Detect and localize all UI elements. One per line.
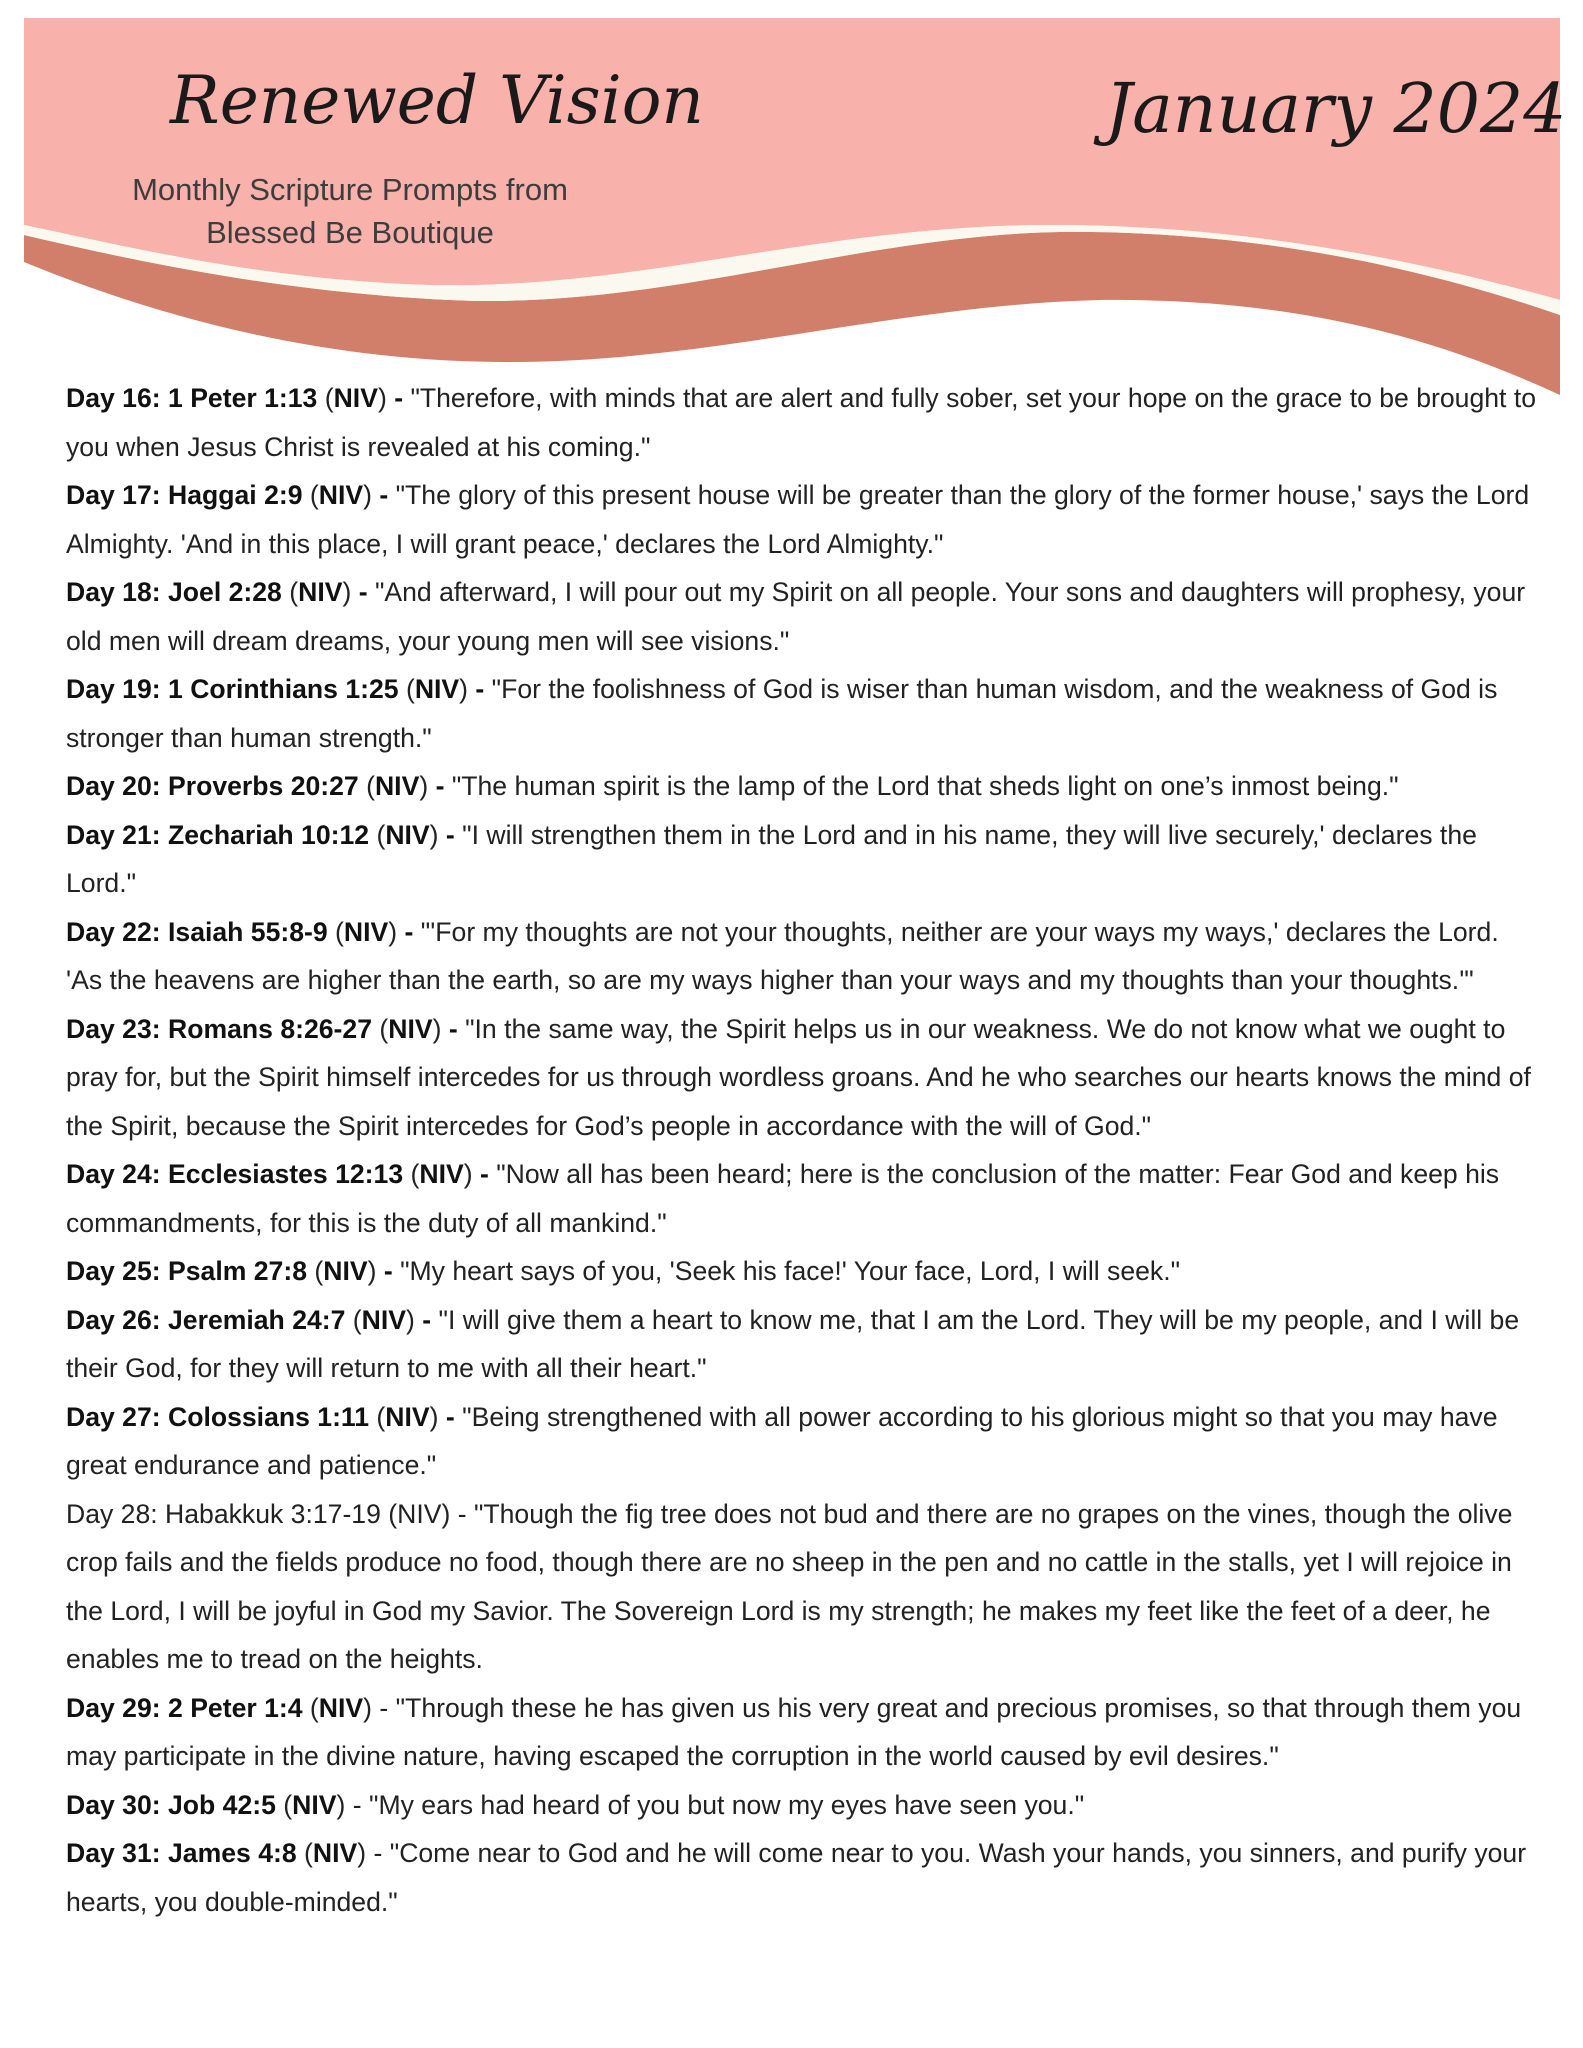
entry-version: NIV (292, 1789, 337, 1820)
entry-text: "Come near to God and he will come near to you. Wash your hands, you sinners, and purify your hearts, you double-minded." (66, 1838, 1527, 1917)
entry-reference: Ecclesiastes 12:13 (168, 1159, 404, 1189)
entry-text: "My ears had heard of you but now my eyes have seen you." (369, 1789, 1085, 1820)
entry-day: Day 17: (66, 480, 161, 510)
scripture-entry-day-30: Day 30: Job 42:5 (NIV) - "My ears had heard of you but now my eyes have seen you." (66, 1789, 1085, 1820)
entry-day: Day 18: (66, 577, 161, 607)
scripture-entry-day-27: Day 27: Colossians 1:11 (NIV) - "Being strengthened with all power according to his glorious might so that you may have great endurance and patience." (66, 1401, 1498, 1480)
scripture-entry-day-21: Day 21: Zechariah 10:12 (NIV) - "I will strengthen them in the Lord and in his name, they will live securely,' declares the Lord." (66, 819, 1477, 898)
entry-reference: Isaiah 55:8-9 (168, 916, 328, 947)
scripture-entry-day-25: Day 25: Psalm 27:8 (NIV) - "My heart says of you, 'Seek his face!' Your face, Lord, I will seek." (66, 1256, 1181, 1286)
entry-version: NIV (414, 674, 460, 704)
entry-text: "I will strengthen them in the Lord and in his name, they will live securely,' declares the Lord." (66, 819, 1477, 898)
entry-reference: Jeremiah 24:7 (168, 1304, 346, 1335)
entry-version: NIV (385, 819, 430, 850)
entry-text: "The human spirit is the lamp of the Lord that sheds light on one’s inmost being." (451, 771, 1399, 801)
entry-reference: 2 Peter 1:4 (168, 1692, 303, 1723)
scripture-entry-day-23: Day 23: Romans 8:26-27 (NIV) - "In the same way, the Spirit helps us in our weakness. We do not know what we ought to pray for, but the Spirit himself intercedes for us through wordless groans. And he who searches our hearts knows the mind of the Spirit, because the Spirit intercedes for God’s people in accordance with the will of God." (66, 1013, 1531, 1141)
entry-version: NIV (388, 1013, 433, 1044)
entry-text: "For the foolishness of God is wiser than human wisdom, and the weakness of God is stronger than human strength." (66, 674, 1498, 753)
scripture-entry-day-17: Day 17: Haggai 2:9 (NIV) - "The glory of this present house will be greater than the glory of the former house,' says the Lord Almighty. 'And in this place, I will grant peace,' declares the Lord Almighty." (66, 480, 1530, 559)
scripture-entry-day-20: Day 20: Proverbs 20:27 (NIV) - "The human spirit is the lamp of the Lord that sheds light on one’s inmost being." (66, 771, 1399, 801)
scripture-entry-day-24: Day 24: Ecclesiastes 12:13 (NIV) - "Now all has been heard; here is the conclusion of the matter: Fear God and keep his commandments, for this is the duty of all mankind." (66, 1159, 1500, 1238)
entry-version: NIV (298, 577, 343, 607)
entry-reference: Colossians 1:11 (168, 1401, 370, 1432)
entry-text: "Being strengthened with all power according to his glorious might so that you may have great endurance and patience." (66, 1401, 1498, 1480)
subtitle-line-1: Monthly Scripture Prompts from (132, 172, 568, 207)
entry-text: "My heart says of you, 'Seek his face!' Your face, Lord, I will seek." (400, 1256, 1181, 1286)
entry-reference: Job 42:5 (168, 1789, 276, 1820)
entry-version: NIV (312, 1838, 358, 1868)
entry-day: Day 19: (66, 674, 161, 704)
entry-text: "Through these he has given us his very great and precious promises, so that through them you may participate in the divine nature, having escaped the corruption in the world caused by evil desires." (66, 1692, 1522, 1771)
entry-day: Day 25: (66, 1256, 161, 1286)
brand-title: Renewed Vision (170, 62, 704, 139)
entry-text: "In the same way, the Spirit helps us in our weakness. We do not know what we ought to pray for, but the Spirit himself intercedes for us through wordless groans. And he who searches our hearts knows the mind of the Spirit, because the Spirit intercedes for God’s people in accordance with the will of God." (66, 1013, 1531, 1141)
entry-text: "I will give them a heart to know me, that I am the Lord. They will be my people, and I will be their God, for they will return to me with all their heart." (66, 1304, 1520, 1383)
scripture-entry-day-26: Day 26: Jeremiah 24:7 (NIV) - "I will give them a heart to know me, that I am the Lord. They will be my people, and I will be their God, for they will return to me with all their heart." (66, 1304, 1520, 1383)
scripture-entry-day-29: Day 29: 2 Peter 1:4 (NIV) - "Through these he has given us his very great and precious promises, so that through them you may participate in the divine nature, having escaped the corruption in the world caused by evil desires." (66, 1692, 1522, 1771)
entry-version: NIV (323, 1256, 368, 1286)
entry-day: Day 24: (66, 1159, 161, 1189)
entry-day: Day 16: (66, 383, 161, 413)
entry-reference: Haggai 2:9 (168, 480, 303, 510)
entry-version: NIV (318, 480, 364, 510)
entry-reference: 1 Corinthians 1:25 (168, 674, 399, 704)
entry-version: NIV (385, 1401, 430, 1432)
scripture-entry-day-22: Day 22: Isaiah 55:8-9 (NIV) - "'For my thoughts are not your thoughts, neither are your ways my ways,' declares the Lord. 'As the heavens are higher than the earth, so are my ways higher than your ways and my thoughts than your thoughts.'" (66, 916, 1499, 995)
entry-version: NIV (419, 1159, 464, 1189)
entry-day: Day 22: (66, 916, 161, 947)
entry-version: NIV (374, 771, 420, 801)
brand-subtitle (80, 168, 620, 254)
entry-reference: Proverbs 20:27 (168, 771, 359, 801)
entry-day: Day 27: (66, 1401, 161, 1432)
scripture-entry-day-19: Day 19: 1 Corinthians 1:25 (NIV) - "For the foolishness of God is wiser than human wisdom, and the weakness of God is stronger than human strength." (66, 674, 1498, 753)
entry-day: Day 23: (66, 1013, 161, 1044)
entry-day: Day 21: (66, 819, 161, 850)
entry-day: Day 26: (66, 1304, 161, 1335)
entry-plain-reference: Day 28: Habakkuk 3:17-19 (NIV) - (66, 1498, 467, 1529)
scripture-entry-day-16: Day 16: 1 Peter 1:13 (NIV) - "Therefore, with minds that are alert and fully sober, set your hope on the grace to be brought to you when Jesus Christ is revealed at his coming." (66, 383, 1536, 462)
entry-text: "And afterward, I will pour out my Spirit on all people. Your sons and daughters will prophesy, your old men will dream dreams, your young men will see visions." (66, 577, 1526, 656)
entry-version: NIV (343, 916, 389, 947)
entry-reference: Joel 2:28 (168, 577, 282, 607)
scripture-entry-day-18: Day 18: Joel 2:28 (NIV) - "And afterward, I will pour out my Spirit on all people. Your sons and daughters will prophesy, your old men will dream dreams, your young men will see visions." (66, 577, 1526, 656)
entry-day: Day 30: (66, 1789, 161, 1820)
entry-reference: Psalm 27:8 (168, 1256, 307, 1286)
entry-text: "'For my thoughts are not your thoughts, neither are your ways my ways,' declares the Lord. 'As the heavens are higher than the earth, so are my ways higher than your ways and my thoughts than your thoughts.'" (66, 916, 1499, 995)
entry-reference: Zechariah 10:12 (168, 819, 370, 850)
scripture-entry-day-28 (66, 1490, 1536, 1684)
entry-text: "Though the fig tree does not bud and there are no grapes on the vines, though the olive crop fails and the fields produce no food, though there are no sheep in the pen and no cattle in the stalls, yet I will rejoice in the Lord, I will be joyful in God my Savior. The Sovereign Lord is my strength; he makes my feet like the feet of a deer, he enables me to tread on the heights. (66, 1498, 1513, 1674)
entry-version: NIV (333, 383, 378, 413)
entry-reference: 1 Peter 1:13 (168, 383, 318, 413)
entry-version: NIV (318, 1692, 364, 1723)
subtitle-line-2: Blessed Be Boutique (206, 215, 494, 250)
entry-version: NIV (361, 1304, 407, 1335)
scripture-entry-day-31: Day 31: James 4:8 (NIV) - "Come near to God and he will come near to you. Wash your hands, you sinners, and purify your hearts, you double-minded." (66, 1838, 1527, 1917)
entry-text: "The glory of this present house will be greater than the glory of the former house,' says the Lord Almighty. 'And in this place, I will grant peace,' declares the Lord Almighty." (66, 480, 1530, 559)
entry-text: "Therefore, with minds that are alert and fully sober, set your hope on the grace to be brought to you when Jesus Christ is revealed at his coming." (66, 383, 1536, 462)
entry-day: Day 29: (66, 1692, 161, 1723)
scripture-list (66, 374, 1536, 1926)
entry-day: Day 20: (66, 771, 161, 801)
entry-day: Day 31: (66, 1838, 161, 1868)
entry-reference: James 4:8 (168, 1838, 297, 1868)
entry-reference: Romans 8:26-27 (168, 1013, 372, 1044)
entry-text: "Now all has been heard; here is the conclusion of the matter: Fear God and keep his commandments, for this is the duty of all mankind." (66, 1159, 1500, 1238)
month-title: January 2024 (1105, 70, 1567, 149)
